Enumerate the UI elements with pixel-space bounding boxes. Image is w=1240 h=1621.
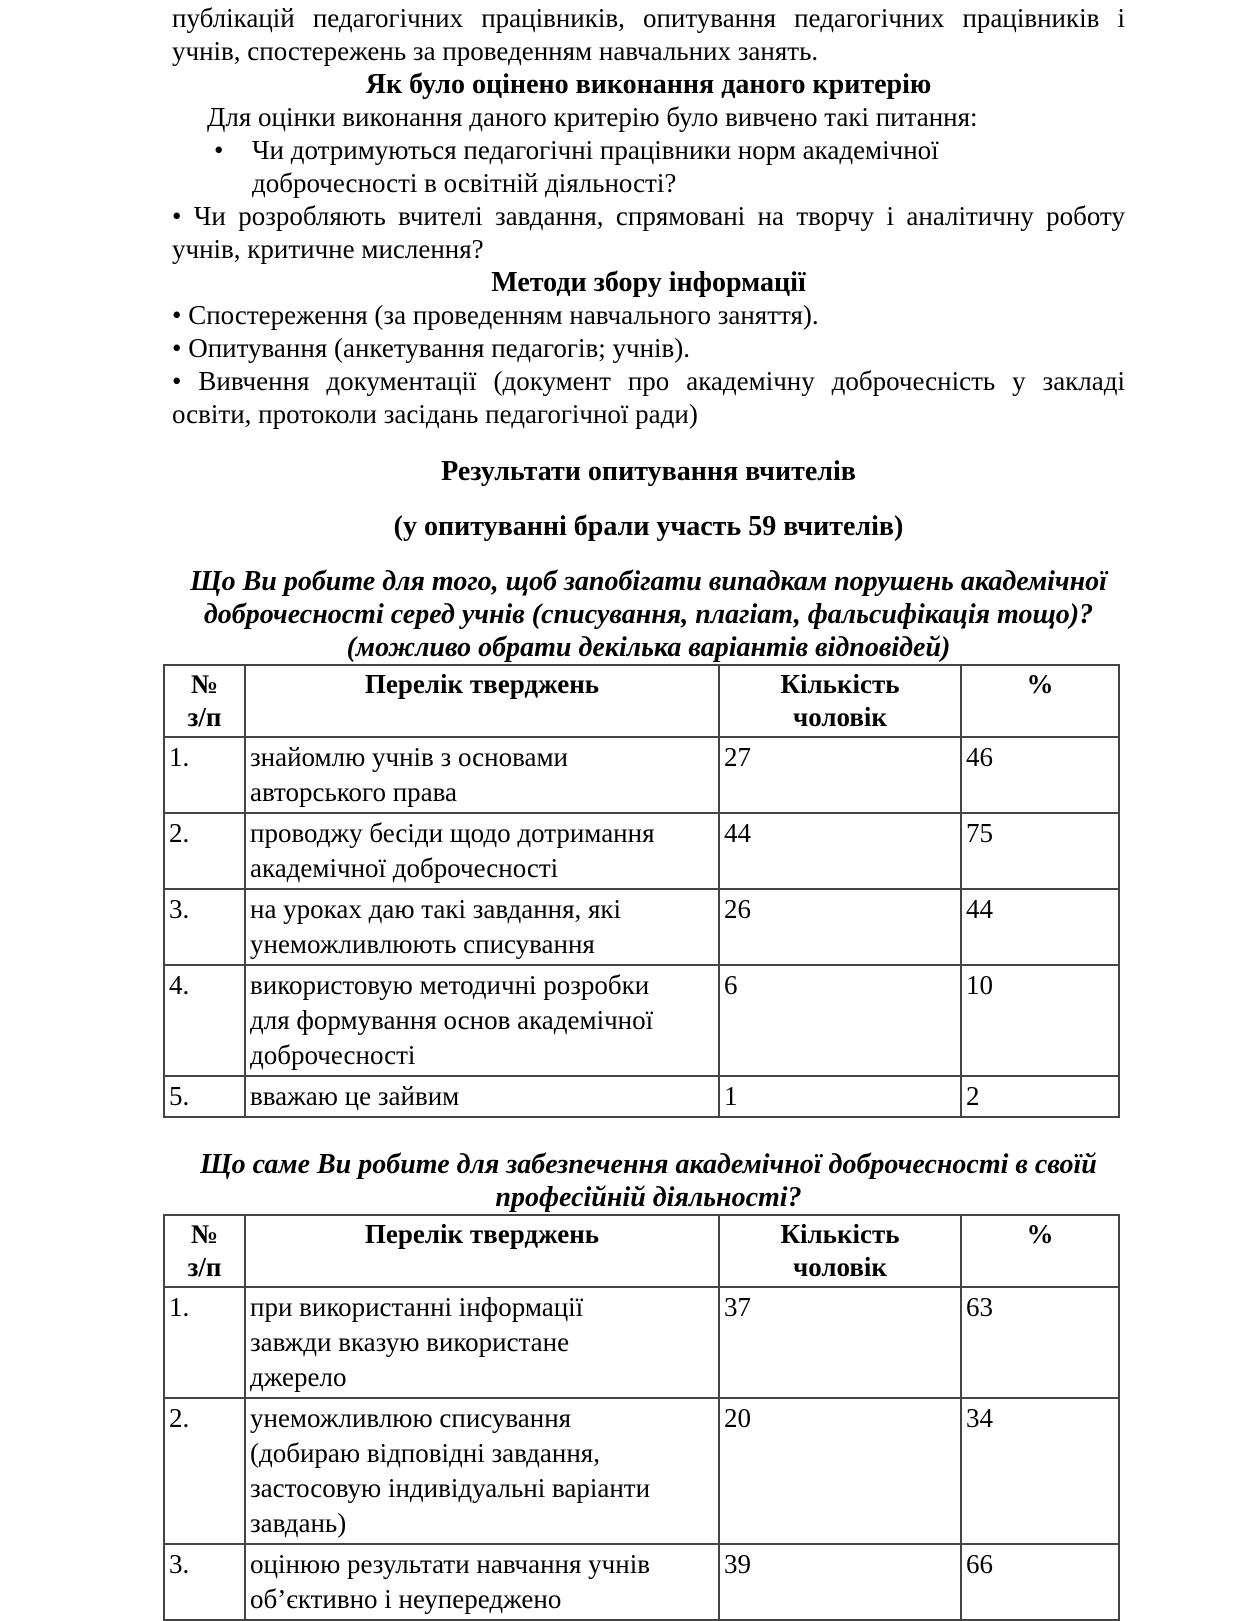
method-item-survey: • Опитування (анкетування педагогів; учнів). [172,333,691,363]
bullet-icon: • [214,135,224,165]
evaluation-question-1 [172,134,1125,200]
survey-table-2 [163,1214,1120,1621]
cell-num: 5. [164,1076,245,1117]
cell-count: 27 [719,737,961,813]
cell-percent: 2 [961,1076,1119,1117]
header-cell-num: № з/п [164,1215,245,1287]
cell-count: 20 [719,1398,961,1544]
table-row [164,737,1119,813]
survey2-question: Що саме Ви робите для забезпечення академічної доброчесності в своїй професійній діяльності? [200,1149,1097,1213]
cell-count: 26 [719,889,961,965]
heading-results: Результати опитування вчителів [441,456,856,487]
cell-percent: 44 [961,889,1119,965]
cell-percent: 75 [961,813,1119,889]
table-row [164,1398,1119,1544]
table-row [164,965,1119,1076]
cell-statement: при використанні інформації завжди вказую використане джерело [245,1287,719,1398]
table-row [164,1544,1119,1620]
survey-table-1 [163,664,1120,1118]
cell-num: 3. [164,889,245,965]
header-cell-percent: % [961,665,1119,737]
cell-count: 37 [719,1287,961,1398]
table-row [164,813,1119,889]
table-header-row [164,665,1119,737]
cell-num: 4. [164,965,245,1076]
method-item-documentation: • Вивчення документації (документ про академічну доброчесність у закладі освіти, протоколи засідань педагогічної ради) [172,366,1125,429]
method-item-observation: • Спостереження (за проведенням навчального заняття). [172,300,819,330]
cell-count: 6 [719,965,961,1076]
heading-participants: (у опитуванні брали участь 59 вчителів) [393,511,904,542]
cell-count: 39 [719,1544,961,1620]
header-cell-count: Кількість чоловік [719,1215,961,1287]
cell-statement: знайомлю учнів з основами авторського права [245,737,719,813]
survey1-question: Що Ви робите для того, щоб запобігати випадкам порушень академічної доброчесності серед учнів (списування, плагіат, фальсифікація тощо)? (можливо обрати декілька варіантів відповідей) [190,566,1107,663]
heading-evaluation: Як було оцінено виконання даного критерію [365,69,932,100]
cell-num: 3. [164,1544,245,1620]
cell-count: 1 [719,1076,961,1117]
cell-percent: 63 [961,1287,1119,1398]
cell-percent: 10 [961,965,1119,1076]
cell-num: 1. [164,737,245,813]
header-cell-num: № з/п [164,665,245,737]
header-cell-count: Кількість чоловік [719,665,961,737]
cell-num: 1. [164,1287,245,1398]
cell-num: 2. [164,1398,245,1544]
cell-num: 2. [164,813,245,889]
evaluation-question-1-text: Чи дотримуються педагогічні працівники норм академічної доброчесності в освітній діяльності? [252,135,939,198]
cell-statement: проводжу бесіди щодо дотримання академічної доброчесності [245,813,719,889]
cell-percent: 34 [961,1398,1119,1544]
intro-paragraph: публікацій педагогічних працівників, опитування педагогічних працівників і учнів, спостережень за проведенням навчальних занять. [172,3,1125,66]
header-cell-statement: Перелік тверджень [245,665,719,737]
table-row [164,889,1119,965]
cell-count: 44 [719,813,961,889]
table-header-row [164,1215,1119,1287]
evaluation-intro: Для оцінки виконання даного критерію було вивчено такі питання: [207,102,978,132]
table-row [164,1287,1119,1398]
table-row [164,1076,1119,1117]
cell-statement: вважаю це зайвим [245,1076,719,1117]
header-cell-percent: % [961,1215,1119,1287]
cell-statement: унеможливлюю списування (добираю відповідні завдання, застосовую індивідуальні варіанти завдань) [245,1398,719,1544]
cell-percent: 46 [961,737,1119,813]
header-cell-statement: Перелік тверджень [245,1215,719,1287]
cell-percent: 66 [961,1544,1119,1620]
evaluation-question-2: • Чи розробляють вчителі завдання, спрямовані на творчу і аналітичну роботу учнів, критичне мислення? [172,201,1125,264]
cell-statement: оцінюю результати навчання учнів об’єктивно і неупереджено [245,1544,719,1620]
cell-statement: на уроках даю такі завдання, які унеможливлюють списування [245,889,719,965]
cell-statement: використовую методичні розробки для формування основ академічної доброчесності [245,965,719,1076]
heading-methods: Методи збору інформації [491,267,806,298]
